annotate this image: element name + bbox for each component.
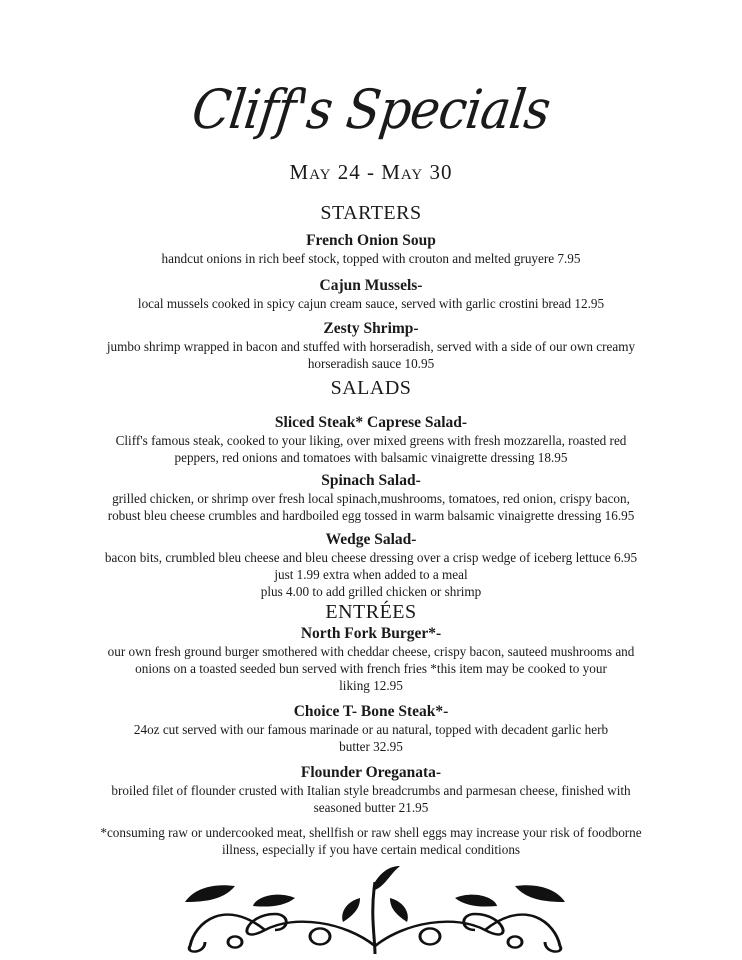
item-description: plus 4.00 to add grilled chicken or shrimp (260, 584, 482, 599)
item-description: grilled chicken, or shrimp over fresh local spinach,mushrooms, tomatoes, red onion, crispy bacon, (112, 491, 630, 506)
menu-item (0, 232, 742, 267)
date-range: May 24 - May 30 (289, 160, 453, 184)
item-description: 24oz cut served with our famous marinade or au natural, topped with decadent garlic herb (133, 722, 609, 737)
item-description: Cliff's famous steak, cooked to your liking, over mixed greens with fresh mozzarella, roasted red (115, 433, 627, 448)
item-name: North Fork Burger*- (300, 625, 442, 642)
section-starters: STARTERS (320, 202, 422, 224)
menu-item (0, 625, 742, 694)
item-name: Choice T- Bone Steak*- (293, 703, 449, 720)
section-entrees: ENTRÉES (325, 601, 417, 623)
item-description: handcut onions in rich beef stock, topped with crouton and melted gruyere 7.95 (161, 251, 581, 266)
item-description: peppers, red onions and tomatoes with balsamic vinaigrette dressing 18.95 (174, 450, 568, 465)
menu-item (0, 472, 742, 524)
item-name: Zesty Shrimp- (323, 320, 419, 337)
item-description: just 1.99 extra when added to a meal (274, 567, 468, 582)
item-description: broiled filet of flounder crusted with Italian style breadcrumbs and parmesan cheese, finished with (111, 783, 631, 798)
item-description: onions on a toasted seeded bun served with french fries *this item may be cooked to your (135, 661, 607, 676)
menu-item (0, 703, 742, 755)
item-description: jumbo shrimp wrapped in bacon and stuffed with horseradish, served with a side of our own creamy (106, 339, 636, 354)
floral-scroll-ornament-icon (175, 866, 575, 958)
item-description: robust bleu cheese crumbles and hardboiled egg tossed in warm balsamic vinaigrette dressing 16.95 (107, 508, 635, 523)
item-description: local mussels cooked in spicy cajun cream sauce, served with garlic crostini bread 12.95 (137, 296, 605, 311)
item-description: our own fresh ground burger smothered with cheddar cheese, crispy bacon, sauteed mushrooms and (107, 644, 635, 659)
item-description: liking 12.95 (339, 678, 403, 693)
menu-item (0, 277, 742, 312)
menu-item (0, 531, 742, 600)
menu-item (0, 414, 742, 466)
menu-title: Cliff's Specials (188, 78, 554, 141)
item-name: Cajun Mussels- (319, 277, 423, 294)
item-description: bacon bits, crumbled bleu cheese and bleu cheese dressing over a crisp wedge of iceberg lettuce 6.95 (104, 550, 638, 565)
item-name: Sliced Steak* Caprese Salad- (274, 414, 468, 431)
item-description: seasoned butter 21.95 (313, 800, 429, 815)
footnote (0, 824, 742, 858)
item-description: horseradish sauce 10.95 (307, 356, 435, 371)
item-name: Wedge Salad- (325, 531, 417, 548)
menu-item (0, 764, 742, 816)
section-salads: SALADS (330, 377, 412, 399)
item-name: Flounder Oreganata- (300, 764, 442, 781)
footnote-line: *consuming raw or undercooked meat, shellfish or raw shell eggs may increase your risk of foodborne (100, 825, 642, 840)
footnote-line: illness, especially if you have certain medical conditions (221, 842, 521, 857)
item-name: French Onion Soup (306, 232, 436, 249)
menu-item (0, 320, 742, 372)
item-name: Spinach Salad- (321, 472, 421, 489)
item-description: butter 32.95 (339, 739, 403, 754)
